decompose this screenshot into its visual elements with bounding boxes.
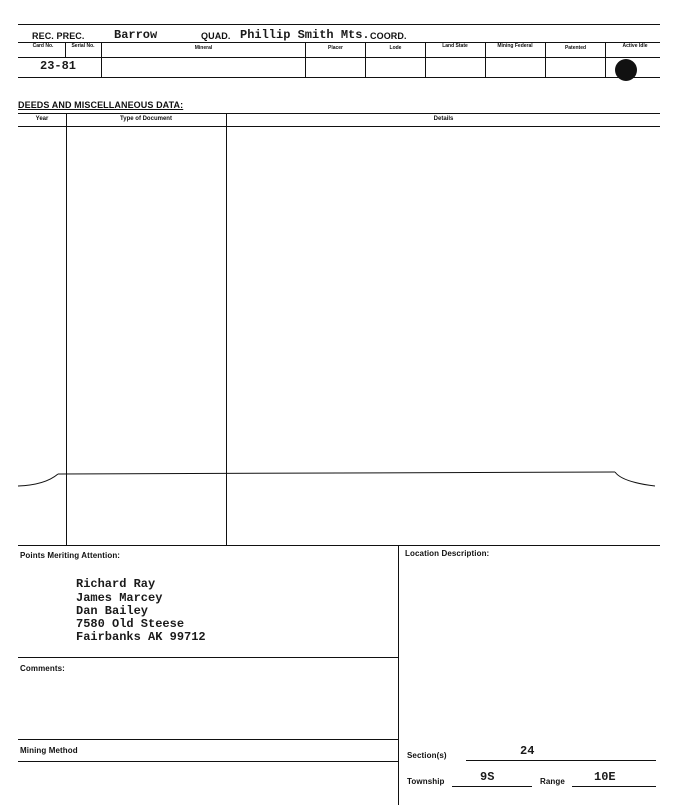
coord-label: COORD.: [370, 31, 407, 41]
points-line-3: Dan Bailey: [76, 604, 149, 618]
grid-header-line: [18, 57, 660, 58]
township-value: 9S: [480, 770, 495, 784]
col-serial-no: Serial No.: [71, 43, 95, 49]
comments-label: Comments:: [20, 664, 65, 673]
top-rule: [18, 24, 660, 25]
col-card-no: Card No.: [32, 43, 54, 49]
points-label: Points Meriting Attention:: [20, 551, 121, 560]
points-line-2: James Marcey: [76, 591, 163, 605]
active-marker-dot: [615, 59, 637, 81]
section-underline: [466, 760, 656, 761]
col-details: Details: [433, 116, 454, 122]
col-type-of-document: Type of Document: [120, 116, 172, 122]
points-line-4: 7580 Old Steese: [76, 617, 185, 631]
location-label: Location Description:: [405, 549, 490, 558]
mining-label: Mining Method: [20, 746, 78, 755]
grid-top-line: [18, 42, 660, 43]
section-value: 24: [520, 744, 535, 758]
grid-divider: [485, 42, 486, 77]
mining-top-line: [18, 739, 398, 740]
grid-divider: [605, 42, 606, 77]
range-underline: [572, 786, 656, 787]
bottom-section-line: [18, 545, 660, 546]
grid-divider: [425, 42, 426, 77]
col-land-state: Land State: [442, 43, 468, 49]
township-label: Township: [407, 777, 445, 786]
col-lode: Lode: [389, 45, 402, 51]
range-value: 10E: [594, 770, 616, 784]
page-fold-line: [0, 460, 678, 500]
col-placer: Placer: [327, 45, 343, 51]
col-patented: Patented: [564, 45, 587, 51]
range-label: Range: [540, 777, 565, 786]
points-line-1: Richard Ray: [76, 577, 156, 591]
rec-prec-label: REC. PREC.: [32, 31, 85, 41]
quad-label: QUAD.: [201, 31, 231, 41]
points-line-5: Fairbanks AK 99712: [76, 630, 206, 644]
bottom-center-divider: [398, 545, 399, 805]
col-active-idle: Active Idle: [622, 43, 648, 49]
col-year: Year: [35, 116, 49, 122]
rec-prec-value: Barrow: [114, 28, 158, 42]
deeds-header-bottom: [18, 126, 660, 127]
deeds-header-top: [18, 113, 660, 114]
section-label: Section(s): [407, 751, 447, 760]
grid-bottom-line: [18, 77, 660, 78]
card-no-value: 23-81: [40, 59, 77, 73]
mining-bottom-line: [18, 761, 398, 762]
col-mining-federal: Mining Federal: [497, 43, 533, 49]
quad-value: Phillip Smith Mts.: [240, 28, 370, 42]
comments-top-line: [18, 657, 398, 658]
deeds-title: DEEDS AND MISCELLANEOUS DATA:: [18, 100, 184, 110]
col-mineral: Mineral: [194, 45, 213, 51]
township-underline: [452, 786, 532, 787]
